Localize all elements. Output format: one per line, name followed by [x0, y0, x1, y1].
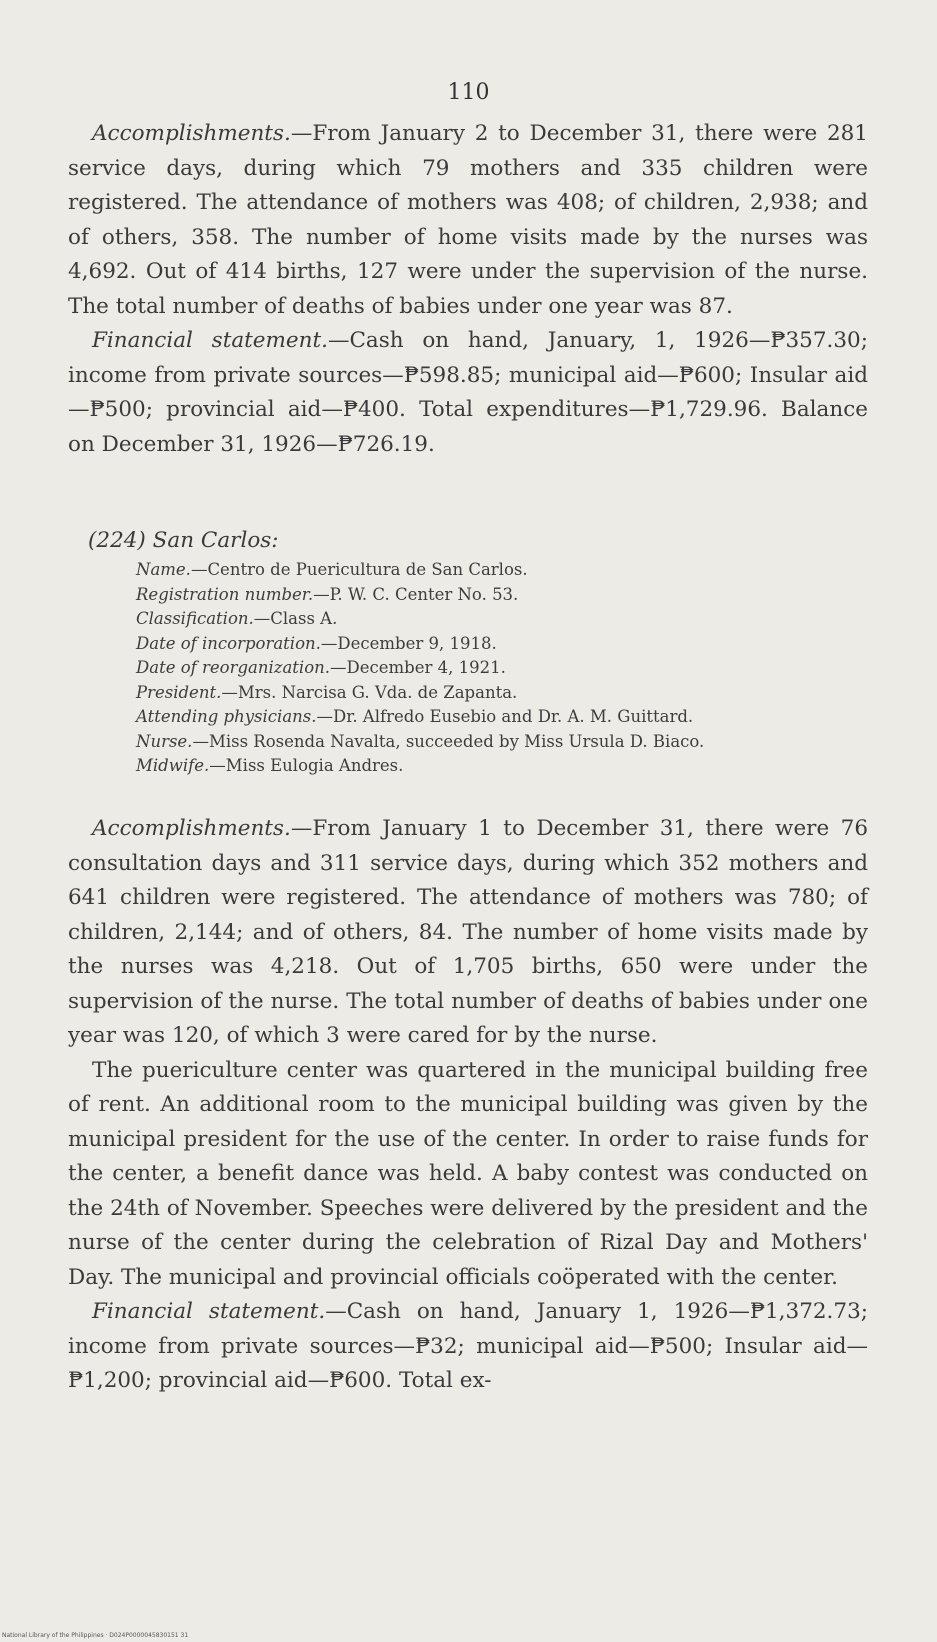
detail-attending-physicians: Attending physicians.—Dr. Alfredo Eusebio and Dr. A. M. Guittard.	[136, 707, 694, 726]
page-number: 110	[447, 80, 490, 105]
scan-credit: National Library of the Philippines · D024P0000045830151 31	[2, 1632, 189, 1639]
center-name: San Carlos:	[152, 528, 279, 553]
financial-statement-text: —Cash on hand, January 1, 1926—₱1,372.73; income from private sources—₱32; municipal aid—₱500; Insular aid—₱1,200; provincial aid—₱600. Total ex-	[68, 1299, 868, 1393]
accomplishments-paragraph-2	[68, 812, 868, 1054]
center-heading	[88, 524, 279, 558]
accomplishments-label: Accomplishments.	[92, 121, 291, 146]
detail-date-of-incorporation: Date of incorporation.—December 9, 1918.	[136, 633, 497, 653]
section-2-text	[68, 812, 868, 1399]
detail-midwife: Midwife.—Miss Eulogia Andres.	[136, 756, 404, 775]
financial-statement-paragraph-1	[68, 324, 868, 462]
financial-statement-label: Financial statement.	[92, 328, 328, 353]
accomplishments-label: Accomplishments.	[92, 816, 291, 841]
section-1-text	[68, 117, 868, 462]
detail-nurse: Nurse.—Miss Rosenda Navalta, succeeded by Miss Ursula D. Biaco.	[136, 731, 705, 751]
accomplishments-text: —From January 1 to December 31, there were 76 consultation days and 311 service days, during which 352 mothers and 641 children were registered. The attendance of mothers was 780; of children, 2,144; and of others, 84. The number of home visits made by the nurses was 4,218. Out of 1,705 births, 650 were under the supervision of the nurse. The total number of deaths of babies under one year was 120, of which 3 were cared for by the nurse.	[68, 816, 868, 1048]
detail-classification: Classification.—Class A.	[136, 609, 338, 628]
center-number: (224)	[88, 528, 146, 553]
detail-registration-number: Registration number.—P. W. C. Center No. 53.	[136, 584, 519, 604]
accomplishments-text: —From January 2 to December 31, there were 281 service days, during which 79 mothers and 335 children were registered. The attendance of mothers was 408; of children, 2,938; and of others, 358. The number of home visits made by the nurses was 4,692. Out of 414 births, 127 were under the supervision of the nurse. The total number of deaths of babies under one year was 87.	[68, 121, 868, 319]
detail-name: Name.—Centro de Puericultura de San Carlos.	[136, 560, 528, 579]
accomplishments-paragraph-1	[68, 117, 868, 324]
detail-president: President.—Mrs. Narcisa G. Vda. de Zapanta.	[136, 682, 518, 702]
center-details	[136, 558, 864, 779]
financial-statement-text: —Cash on hand, January, 1, 1926—₱357.30; income from private sources—₱598.85; municipal aid—₱600; Insular aid—₱500; provincial aid—₱400. Total expenditures—₱1,729.96. Balance on December 31, 1926—₱726.19.	[68, 328, 868, 457]
puericulture-paragraph: The puericulture center was quartered in the municipal building free of rent. An additional room to the municipal building was given by the municipal president for the use of the center. In order to raise funds for the center, a benefit dance was held. A baby contest was conducted on the 24th of November. Speeches were delivered by the president and the nurse of the center during the celebration of Rizal Day and Mothers' Day. The municipal and provincial officials coöperated with the center.	[68, 1057, 868, 1290]
detail-date-of-reorganization: Date of reorganization.—December 4, 1921.	[136, 658, 506, 677]
financial-statement-paragraph-2	[68, 1295, 868, 1399]
financial-statement-label: Financial statement.	[92, 1299, 326, 1324]
